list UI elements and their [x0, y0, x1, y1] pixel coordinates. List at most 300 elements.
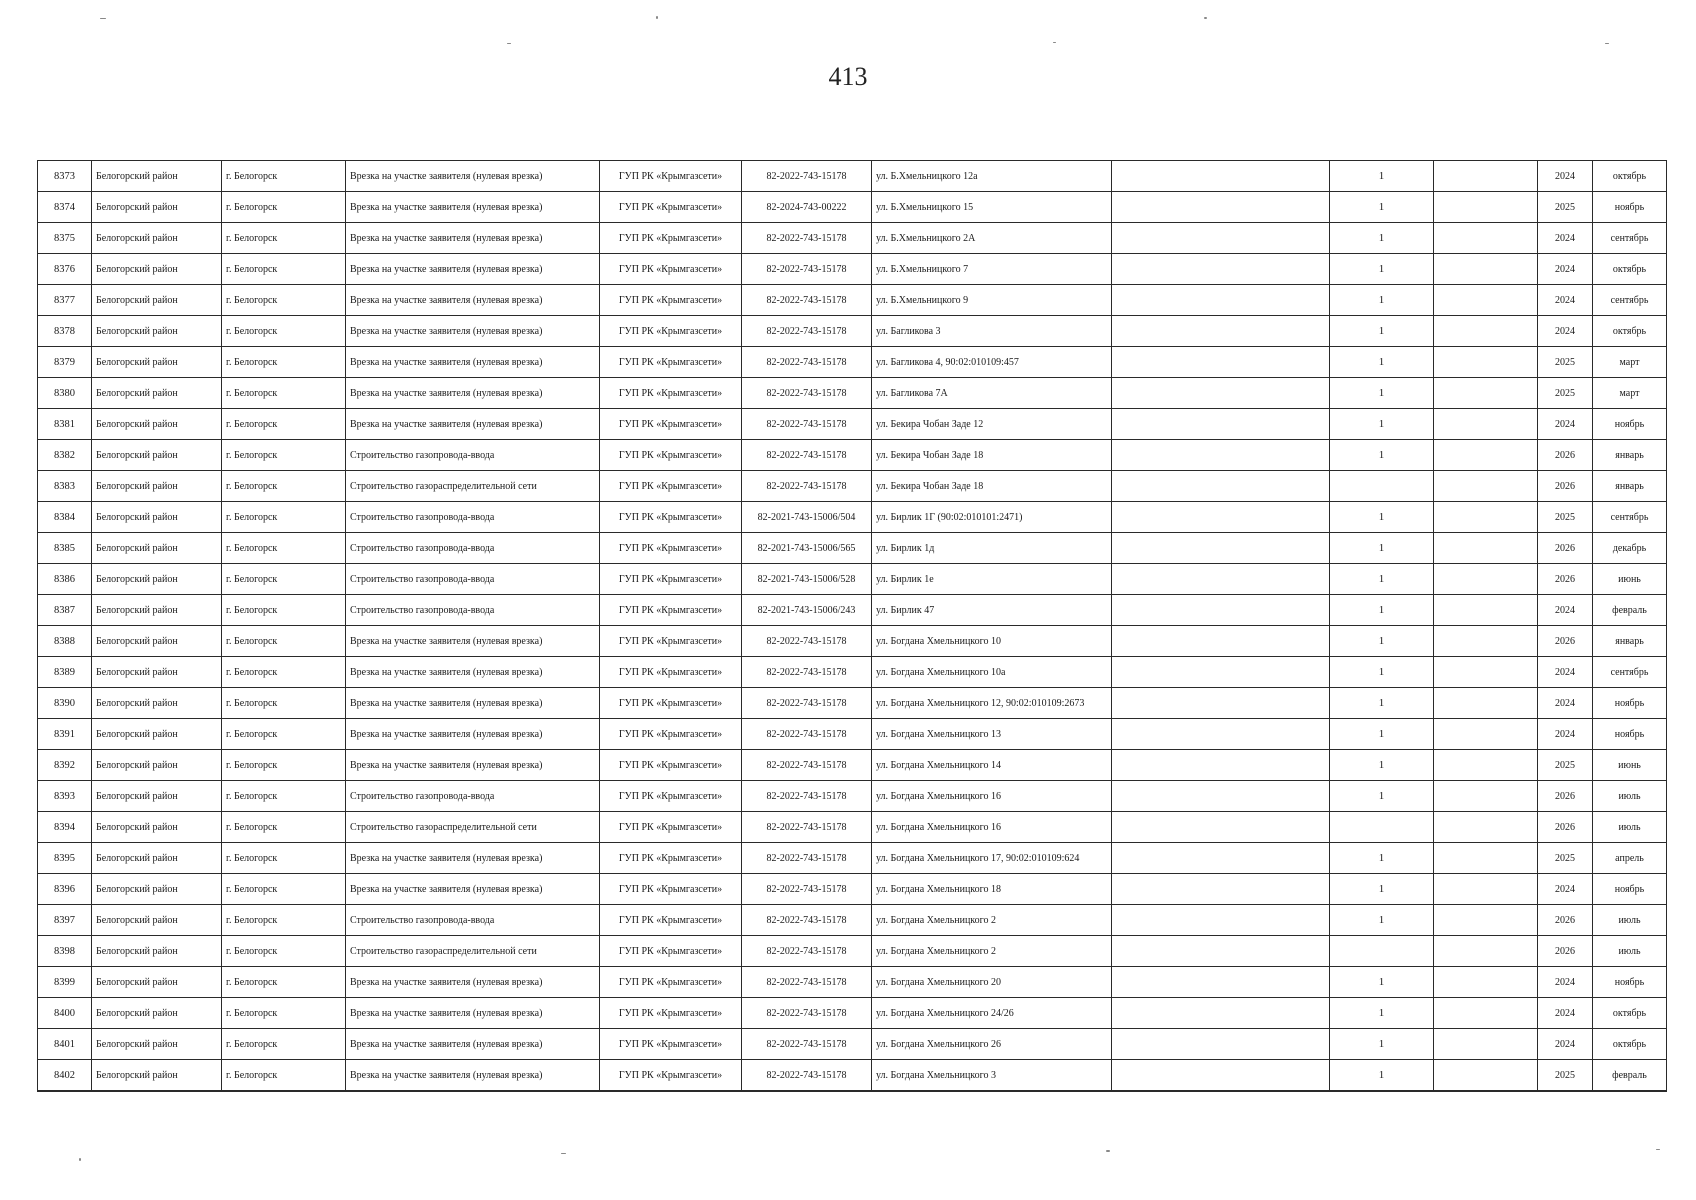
city-cell: г. Белогорск	[222, 502, 346, 533]
address-cell: ул. Бекира Чобан Заде 18	[872, 440, 1112, 471]
row-number: 8392	[38, 750, 92, 781]
extra-cell	[1112, 750, 1330, 781]
organization-cell: ГУП РК «Крымгазсети»	[600, 409, 742, 440]
table-row	[38, 657, 1667, 688]
contract-code-cell: 82-2022-743-15178	[742, 936, 872, 967]
table-row	[38, 874, 1667, 905]
extra-cell	[1112, 254, 1330, 285]
extra-cell	[1112, 1060, 1330, 1092]
year-cell: 2025	[1538, 1060, 1593, 1092]
row-number: 8401	[38, 1029, 92, 1060]
organization-cell: ГУП РК «Крымгазсети»	[600, 285, 742, 316]
extra-cell	[1112, 595, 1330, 626]
city-cell: г. Белогорск	[222, 688, 346, 719]
district-cell: Белогорский район	[92, 254, 222, 285]
organization-cell: ГУП РК «Крымгазсети»	[600, 223, 742, 254]
work-type-cell: Врезка на участке заявителя (нулевая врезка)	[346, 161, 600, 192]
city-cell: г. Белогорск	[222, 161, 346, 192]
row-number: 8396	[38, 874, 92, 905]
contract-code-cell: 82-2022-743-15178	[742, 347, 872, 378]
month-cell: январь	[1593, 626, 1667, 657]
address-cell: ул. Бирлик 1е	[872, 564, 1112, 595]
month-cell: июль	[1593, 781, 1667, 812]
work-type-cell: Строительство газораспределительной сети	[346, 812, 600, 843]
blank-cell	[1434, 192, 1538, 223]
organization-cell: ГУП РК «Крымгазсети»	[600, 347, 742, 378]
scan-speck	[1605, 43, 1609, 44]
district-cell: Белогорский район	[92, 409, 222, 440]
month-cell: октябрь	[1593, 316, 1667, 347]
city-cell: г. Белогорск	[222, 905, 346, 936]
month-cell: сентябрь	[1593, 502, 1667, 533]
month-cell: сентябрь	[1593, 223, 1667, 254]
contract-code-cell: 82-2022-743-15178	[742, 1029, 872, 1060]
year-cell: 2024	[1538, 657, 1593, 688]
table-row	[38, 905, 1667, 936]
table-row	[38, 192, 1667, 223]
address-cell: ул. Бирлик 1д	[872, 533, 1112, 564]
row-number: 8397	[38, 905, 92, 936]
city-cell: г. Белогорск	[222, 719, 346, 750]
scan-speck	[100, 18, 106, 19]
address-cell: ул. Бекира Чобан Заде 18	[872, 471, 1112, 502]
year-cell: 2024	[1538, 1029, 1593, 1060]
contract-code-cell: 82-2022-743-15178	[742, 750, 872, 781]
row-number: 8391	[38, 719, 92, 750]
row-number: 8402	[38, 1060, 92, 1092]
row-number: 8374	[38, 192, 92, 223]
district-cell: Белогорский район	[92, 719, 222, 750]
address-cell: ул. Богдана Хмельницкого 2	[872, 936, 1112, 967]
month-cell: ноябрь	[1593, 967, 1667, 998]
organization-cell: ГУП РК «Крымгазсети»	[600, 874, 742, 905]
quantity-cell: 1	[1330, 409, 1434, 440]
year-cell: 2026	[1538, 471, 1593, 502]
year-cell: 2024	[1538, 223, 1593, 254]
table-row	[38, 440, 1667, 471]
district-cell: Белогорский район	[92, 657, 222, 688]
scan-speck	[1656, 1149, 1660, 1150]
blank-cell	[1434, 533, 1538, 564]
scan-speck	[1204, 17, 1207, 19]
table-row	[38, 936, 1667, 967]
blank-cell	[1434, 409, 1538, 440]
blank-cell	[1434, 254, 1538, 285]
blank-cell	[1434, 626, 1538, 657]
city-cell: г. Белогорск	[222, 967, 346, 998]
contract-code-cell: 82-2022-743-15178	[742, 161, 872, 192]
organization-cell: ГУП РК «Крымгазсети»	[600, 564, 742, 595]
city-cell: г. Белогорск	[222, 595, 346, 626]
extra-cell	[1112, 626, 1330, 657]
district-cell: Белогорский район	[92, 440, 222, 471]
address-cell: ул. Богдана Хмельницкого 10	[872, 626, 1112, 657]
city-cell: г. Белогорск	[222, 347, 346, 378]
extra-cell	[1112, 936, 1330, 967]
page-number: 413	[828, 62, 868, 91]
contract-code-cell: 82-2022-743-15178	[742, 967, 872, 998]
table-row	[38, 1060, 1667, 1092]
address-cell: ул. Б.Хмельницкого 9	[872, 285, 1112, 316]
row-number: 8380	[38, 378, 92, 409]
address-cell: ул. Богдана Хмельницкого 2	[872, 905, 1112, 936]
district-cell: Белогорский район	[92, 750, 222, 781]
table-row	[38, 533, 1667, 564]
quantity-cell: 1	[1330, 688, 1434, 719]
row-number: 8390	[38, 688, 92, 719]
table-row	[38, 750, 1667, 781]
city-cell: г. Белогорск	[222, 285, 346, 316]
work-type-cell: Врезка на участке заявителя (нулевая врезка)	[346, 192, 600, 223]
year-cell: 2026	[1538, 440, 1593, 471]
table-row	[38, 967, 1667, 998]
row-number: 8376	[38, 254, 92, 285]
work-type-cell: Врезка на участке заявителя (нулевая врезка)	[346, 378, 600, 409]
address-cell: ул. Бекира Чобан Заде 12	[872, 409, 1112, 440]
address-cell: ул. Богдана Хмельницкого 3	[872, 1060, 1112, 1092]
work-type-cell: Строительство газопровода-ввода	[346, 905, 600, 936]
district-cell: Белогорский район	[92, 161, 222, 192]
year-cell: 2026	[1538, 564, 1593, 595]
city-cell: г. Белогорск	[222, 533, 346, 564]
blank-cell	[1434, 874, 1538, 905]
scan-speck	[79, 1158, 81, 1161]
work-type-cell: Врезка на участке заявителя (нулевая врезка)	[346, 967, 600, 998]
year-cell: 2025	[1538, 192, 1593, 223]
contract-code-cell: 82-2022-743-15178	[742, 626, 872, 657]
year-cell: 2026	[1538, 936, 1593, 967]
organization-cell: ГУП РК «Крымгазсети»	[600, 595, 742, 626]
table-row	[38, 626, 1667, 657]
table-row	[38, 1029, 1667, 1060]
contract-code-cell: 82-2022-743-15178	[742, 378, 872, 409]
extra-cell	[1112, 471, 1330, 502]
scan-speck	[507, 43, 511, 44]
contract-code-cell: 82-2022-743-15178	[742, 905, 872, 936]
contract-code-cell: 82-2022-743-15178	[742, 688, 872, 719]
row-number: 8394	[38, 812, 92, 843]
month-cell: апрель	[1593, 843, 1667, 874]
blank-cell	[1434, 936, 1538, 967]
organization-cell: ГУП РК «Крымгазсети»	[600, 471, 742, 502]
month-cell: январь	[1593, 471, 1667, 502]
quantity-cell: 1	[1330, 378, 1434, 409]
table-row	[38, 316, 1667, 347]
district-cell: Белогорский район	[92, 316, 222, 347]
month-cell: март	[1593, 378, 1667, 409]
organization-cell: ГУП РК «Крымгазсети»	[600, 688, 742, 719]
address-cell: ул. Богдана Хмельницкого 13	[872, 719, 1112, 750]
blank-cell	[1434, 316, 1538, 347]
month-cell: февраль	[1593, 595, 1667, 626]
blank-cell	[1434, 843, 1538, 874]
row-number: 8383	[38, 471, 92, 502]
quantity-cell: 1	[1330, 192, 1434, 223]
organization-cell: ГУП РК «Крымгазсети»	[600, 254, 742, 285]
contract-code-cell: 82-2022-743-15178	[742, 812, 872, 843]
table-body	[38, 161, 1667, 1092]
quantity-cell: 1	[1330, 998, 1434, 1029]
year-cell: 2024	[1538, 967, 1593, 998]
month-cell: ноябрь	[1593, 719, 1667, 750]
extra-cell	[1112, 316, 1330, 347]
extra-cell	[1112, 533, 1330, 564]
quantity-cell: 1	[1330, 254, 1434, 285]
row-number: 8385	[38, 533, 92, 564]
month-cell: ноябрь	[1593, 874, 1667, 905]
extra-cell	[1112, 657, 1330, 688]
work-type-cell: Врезка на участке заявителя (нулевая врезка)	[346, 626, 600, 657]
quantity-cell	[1330, 471, 1434, 502]
work-type-cell: Врезка на участке заявителя (нулевая врезка)	[346, 657, 600, 688]
month-cell: сентябрь	[1593, 657, 1667, 688]
quantity-cell: 1	[1330, 347, 1434, 378]
organization-cell: ГУП РК «Крымгазсети»	[600, 626, 742, 657]
contract-code-cell: 82-2022-743-15178	[742, 409, 872, 440]
scan-speck	[1053, 42, 1056, 43]
work-type-cell: Врезка на участке заявителя (нулевая врезка)	[346, 347, 600, 378]
row-number: 8393	[38, 781, 92, 812]
address-cell: ул. Багликова 4, 90:02:010109:457	[872, 347, 1112, 378]
registry-table-wrapper	[37, 160, 1667, 1092]
blank-cell	[1434, 998, 1538, 1029]
extra-cell	[1112, 719, 1330, 750]
blank-cell	[1434, 440, 1538, 471]
extra-cell	[1112, 688, 1330, 719]
city-cell: г. Белогорск	[222, 378, 346, 409]
contract-code-cell: 82-2022-743-15178	[742, 316, 872, 347]
row-number: 8399	[38, 967, 92, 998]
organization-cell: ГУП РК «Крымгазсети»	[600, 967, 742, 998]
city-cell: г. Белогорск	[222, 409, 346, 440]
row-number: 8382	[38, 440, 92, 471]
district-cell: Белогорский район	[92, 502, 222, 533]
quantity-cell: 1	[1330, 1029, 1434, 1060]
work-type-cell: Врезка на участке заявителя (нулевая врезка)	[346, 688, 600, 719]
district-cell: Белогорский район	[92, 1060, 222, 1092]
district-cell: Белогорский район	[92, 192, 222, 223]
work-type-cell: Врезка на участке заявителя (нулевая врезка)	[346, 409, 600, 440]
row-number: 8375	[38, 223, 92, 254]
address-cell: ул. Богдана Хмельницкого 12, 90:02:010109:2673	[872, 688, 1112, 719]
table-row	[38, 998, 1667, 1029]
address-cell: ул. Богдана Хмельницкого 26	[872, 1029, 1112, 1060]
contract-code-cell: 82-2022-743-15178	[742, 254, 872, 285]
district-cell: Белогорский район	[92, 874, 222, 905]
address-cell: ул. Бирлик 1Г (90:02:010101:2471)	[872, 502, 1112, 533]
extra-cell	[1112, 564, 1330, 595]
contract-code-cell: 82-2022-743-15178	[742, 719, 872, 750]
month-cell: октябрь	[1593, 998, 1667, 1029]
extra-cell	[1112, 1029, 1330, 1060]
blank-cell	[1434, 378, 1538, 409]
month-cell: март	[1593, 347, 1667, 378]
work-type-cell: Строительство газораспределительной сети	[346, 936, 600, 967]
district-cell: Белогорский район	[92, 378, 222, 409]
year-cell: 2026	[1538, 626, 1593, 657]
month-cell: октябрь	[1593, 1029, 1667, 1060]
city-cell: г. Белогорск	[222, 223, 346, 254]
blank-cell	[1434, 688, 1538, 719]
extra-cell	[1112, 812, 1330, 843]
blank-cell	[1434, 595, 1538, 626]
contract-code-cell: 82-2022-743-15178	[742, 843, 872, 874]
work-type-cell: Строительство газопровода-ввода	[346, 502, 600, 533]
year-cell: 2025	[1538, 843, 1593, 874]
quantity-cell: 1	[1330, 750, 1434, 781]
contract-code-cell: 82-2022-743-15178	[742, 285, 872, 316]
row-number: 8386	[38, 564, 92, 595]
blank-cell	[1434, 967, 1538, 998]
quantity-cell: 1	[1330, 719, 1434, 750]
address-cell: ул. Бирлик 47	[872, 595, 1112, 626]
blank-cell	[1434, 905, 1538, 936]
blank-cell	[1434, 1060, 1538, 1092]
work-type-cell: Врезка на участке заявителя (нулевая врезка)	[346, 874, 600, 905]
city-cell: г. Белогорск	[222, 657, 346, 688]
scan-speck	[1106, 1150, 1110, 1152]
quantity-cell: 1	[1330, 502, 1434, 533]
month-cell: сентябрь	[1593, 285, 1667, 316]
quantity-cell: 1	[1330, 440, 1434, 471]
month-cell: июль	[1593, 812, 1667, 843]
city-cell: г. Белогорск	[222, 1029, 346, 1060]
extra-cell	[1112, 285, 1330, 316]
extra-cell	[1112, 378, 1330, 409]
table-row	[38, 285, 1667, 316]
city-cell: г. Белогорск	[222, 440, 346, 471]
organization-cell: ГУП РК «Крымгазсети»	[600, 502, 742, 533]
organization-cell: ГУП РК «Крымгазсети»	[600, 812, 742, 843]
district-cell: Белогорский район	[92, 1029, 222, 1060]
month-cell: июль	[1593, 905, 1667, 936]
quantity-cell	[1330, 812, 1434, 843]
address-cell: ул. Богдана Хмельницкого 14	[872, 750, 1112, 781]
contract-code-cell: 82-2021-743-15006/565	[742, 533, 872, 564]
city-cell: г. Белогорск	[222, 874, 346, 905]
district-cell: Белогорский район	[92, 936, 222, 967]
city-cell: г. Белогорск	[222, 564, 346, 595]
quantity-cell: 1	[1330, 564, 1434, 595]
work-type-cell: Строительство газопровода-ввода	[346, 595, 600, 626]
year-cell: 2024	[1538, 161, 1593, 192]
month-cell: декабрь	[1593, 533, 1667, 564]
quantity-cell	[1330, 936, 1434, 967]
district-cell: Белогорский район	[92, 967, 222, 998]
address-cell: ул. Б.Хмельницкого 2А	[872, 223, 1112, 254]
district-cell: Белогорский район	[92, 595, 222, 626]
address-cell: ул. Багликова 3	[872, 316, 1112, 347]
contract-code-cell: 82-2022-743-15178	[742, 998, 872, 1029]
quantity-cell: 1	[1330, 874, 1434, 905]
year-cell: 2026	[1538, 533, 1593, 564]
blank-cell	[1434, 750, 1538, 781]
year-cell: 2025	[1538, 378, 1593, 409]
extra-cell	[1112, 347, 1330, 378]
city-cell: г. Белогорск	[222, 812, 346, 843]
blank-cell	[1434, 1029, 1538, 1060]
year-cell: 2026	[1538, 905, 1593, 936]
quantity-cell: 1	[1330, 657, 1434, 688]
table-row	[38, 564, 1667, 595]
table-row	[38, 688, 1667, 719]
district-cell: Белогорский район	[92, 843, 222, 874]
quantity-cell: 1	[1330, 1060, 1434, 1092]
blank-cell	[1434, 781, 1538, 812]
district-cell: Белогорский район	[92, 812, 222, 843]
district-cell: Белогорский район	[92, 781, 222, 812]
row-number: 8373	[38, 161, 92, 192]
address-cell: ул. Б.Хмельницкого 7	[872, 254, 1112, 285]
quantity-cell: 1	[1330, 316, 1434, 347]
work-type-cell: Врезка на участке заявителя (нулевая врезка)	[346, 843, 600, 874]
address-cell: ул. Б.Хмельницкого 15	[872, 192, 1112, 223]
work-type-cell: Врезка на участке заявителя (нулевая врезка)	[346, 1029, 600, 1060]
address-cell: ул. Богдана Хмельницкого 17, 90:02:010109:624	[872, 843, 1112, 874]
organization-cell: ГУП РК «Крымгазсети»	[600, 378, 742, 409]
city-cell: г. Белогорск	[222, 781, 346, 812]
extra-cell	[1112, 502, 1330, 533]
table-row	[38, 781, 1667, 812]
quantity-cell: 1	[1330, 905, 1434, 936]
quantity-cell: 1	[1330, 781, 1434, 812]
table-row	[38, 347, 1667, 378]
year-cell: 2025	[1538, 502, 1593, 533]
district-cell: Белогорский район	[92, 688, 222, 719]
extra-cell	[1112, 843, 1330, 874]
row-number: 8400	[38, 998, 92, 1029]
row-number: 8387	[38, 595, 92, 626]
organization-cell: ГУП РК «Крымгазсети»	[600, 440, 742, 471]
table-row	[38, 254, 1667, 285]
contract-code-cell: 82-2022-743-15178	[742, 657, 872, 688]
city-cell: г. Белогорск	[222, 1060, 346, 1092]
year-cell: 2024	[1538, 316, 1593, 347]
work-type-cell: Врезка на участке заявителя (нулевая врезка)	[346, 285, 600, 316]
row-number: 8398	[38, 936, 92, 967]
address-cell: ул. Б.Хмельницкого 12а	[872, 161, 1112, 192]
city-cell: г. Белогорск	[222, 316, 346, 347]
work-type-cell: Строительство газопровода-ввода	[346, 781, 600, 812]
month-cell: июль	[1593, 936, 1667, 967]
organization-cell: ГУП РК «Крымгазсети»	[600, 905, 742, 936]
city-cell: г. Белогорск	[222, 936, 346, 967]
month-cell: июнь	[1593, 564, 1667, 595]
address-cell: ул. Богдана Хмельницкого 10а	[872, 657, 1112, 688]
work-type-cell: Строительство газораспределительной сети	[346, 471, 600, 502]
row-number: 8378	[38, 316, 92, 347]
blank-cell	[1434, 812, 1538, 843]
work-type-cell: Строительство газопровода-ввода	[346, 533, 600, 564]
table-row	[38, 161, 1667, 192]
contract-code-cell: 82-2022-743-15178	[742, 874, 872, 905]
district-cell: Белогорский район	[92, 533, 222, 564]
table-row	[38, 502, 1667, 533]
extra-cell	[1112, 440, 1330, 471]
organization-cell: ГУП РК «Крымгазсети»	[600, 316, 742, 347]
organization-cell: ГУП РК «Крымгазсети»	[600, 998, 742, 1029]
year-cell: 2024	[1538, 254, 1593, 285]
table-row	[38, 595, 1667, 626]
work-type-cell: Врезка на участке заявителя (нулевая врезка)	[346, 223, 600, 254]
year-cell: 2024	[1538, 874, 1593, 905]
extra-cell	[1112, 161, 1330, 192]
district-cell: Белогорский район	[92, 285, 222, 316]
contract-code-cell: 82-2021-743-15006/504	[742, 502, 872, 533]
row-number: 8384	[38, 502, 92, 533]
work-type-cell: Врезка на участке заявителя (нулевая врезка)	[346, 998, 600, 1029]
city-cell: г. Белогорск	[222, 998, 346, 1029]
